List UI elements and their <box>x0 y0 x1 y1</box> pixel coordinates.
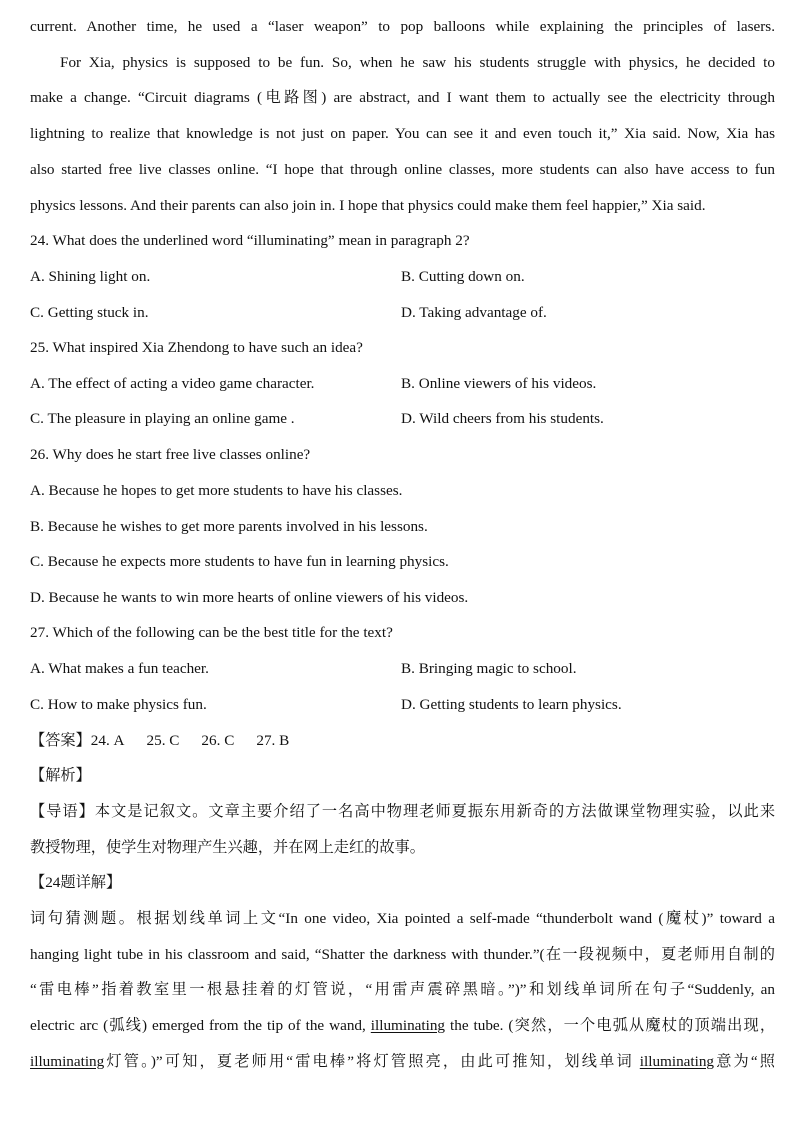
option-d: D. Getting students to learn physics. <box>401 696 622 713</box>
answer-item: 25. C <box>146 732 180 749</box>
passage-line: physics lessons. And their parents can also join in. I hope that physics could make them feel happier,” Xia said. <box>30 197 706 214</box>
answer-label: 【答案】 <box>30 732 91 749</box>
option-b: B. Bringing magic to school. <box>401 660 577 677</box>
detail-text: the tube. (突然，一个电弧从魔杖的顶端出现， <box>450 1017 776 1034</box>
detail-line: “雷电棒”指着教室里一根悬挂着的灯管说，“用雷声震碎黑暗。”)”和划线单词所在句子“Suddenly, an <box>30 981 775 998</box>
detail-text: electric arc (弧线) emerged from the tip of the wand, <box>30 1017 366 1034</box>
option-a: A. Shining light on. <box>30 268 151 285</box>
option-d: D. Taking advantage of. <box>401 304 547 321</box>
detail-line <box>30 1016 775 1036</box>
passage-line: also started free live classes online. “I hope that through online classes, more students can also have access to fun <box>30 161 775 178</box>
underlined-word: illuminating <box>30 1053 105 1070</box>
question-stem: 27. Which of the following can be the best title for the text? <box>30 624 393 641</box>
analysis-heading: 【解析】 <box>30 767 91 784</box>
detail-text: 意为“照 <box>714 1053 775 1070</box>
option-c: C. The pleasure in playing an online game . <box>30 410 295 427</box>
option-c: C. Because he expects more students to have fun in learning physics. <box>30 553 449 570</box>
question-stem: 26. Why does he start free live classes online? <box>30 446 311 463</box>
question-stem: 24. What does the underlined word “illuminating” mean in paragraph 2? <box>30 232 470 249</box>
detail-line <box>30 1052 775 1072</box>
option-c: C. Getting stuck in. <box>30 304 149 321</box>
option-a: A. What makes a fun teacher. <box>30 660 209 677</box>
option-b: B. Because he wishes to get more parents involved in his lessons. <box>30 518 428 535</box>
guide-label: 【导语】 <box>30 803 95 820</box>
option-b: B. Online viewers of his videos. <box>401 375 597 392</box>
option-d: D. Because he wants to win more hearts of online viewers of his videos. <box>30 589 469 606</box>
underlined-word: illuminating <box>639 1053 715 1070</box>
passage-line: For Xia, physics is supposed to be fun. So, when he saw his students struggle with physics, he decided to <box>60 54 775 71</box>
answer-item: 26. C <box>201 732 235 749</box>
passage-line: current. Another time, he used a “laser weapon” to pop balloons while explaining the principles of lasers. <box>30 18 775 35</box>
answer-key <box>30 731 775 751</box>
option-d: D. Wild cheers from his students. <box>401 410 604 427</box>
option-a: A. The effect of acting a video game character. <box>30 375 315 392</box>
detail-heading: 【24题详解】 <box>30 874 122 891</box>
underlined-word: illuminating <box>370 1017 446 1034</box>
guide-text: 本文是记叙文。文章主要介绍了一名高中物理老师夏振东用新奇的方法做课堂物理实验，以此来 <box>94 803 776 820</box>
passage-line: make a change. “Circuit diagrams (电路图) are abstract, and I want them to actually see the electricity through <box>30 89 775 106</box>
option-c: C. How to make physics fun. <box>30 696 207 713</box>
option-a: A. Because he hopes to get more students to have his classes. <box>30 482 403 499</box>
answer-item: 27. B <box>256 732 290 749</box>
answer-item: 24. A <box>90 732 125 749</box>
guide-line: 教授物理，使学生对物理产生兴趣，并在网上走红的故事。 <box>30 839 425 856</box>
detail-text: 灯管。)”可知，夏老师用“雷电棒”将灯管照亮，由此可推知，划线单词 <box>104 1053 634 1070</box>
detail-line: hanging light tube in his classroom and said, “Shatter the darkness with thunder.”(在一段视频中，夏老师用自制的 <box>30 946 775 963</box>
question-stem: 25. What inspired Xia Zhendong to have such an idea? <box>30 339 363 356</box>
passage-line: lightning to realize that knowledge is not just on paper. You can see it and even touch it,” Xia said. Now, Xia has <box>30 125 775 142</box>
detail-line: 词句猜测题。根据划线单词上文“In one video, Xia pointed a self-made “thunderbolt wand (魔杖)” toward a <box>30 910 775 927</box>
guide-line <box>30 802 775 822</box>
option-b: B. Cutting down on. <box>401 268 525 285</box>
